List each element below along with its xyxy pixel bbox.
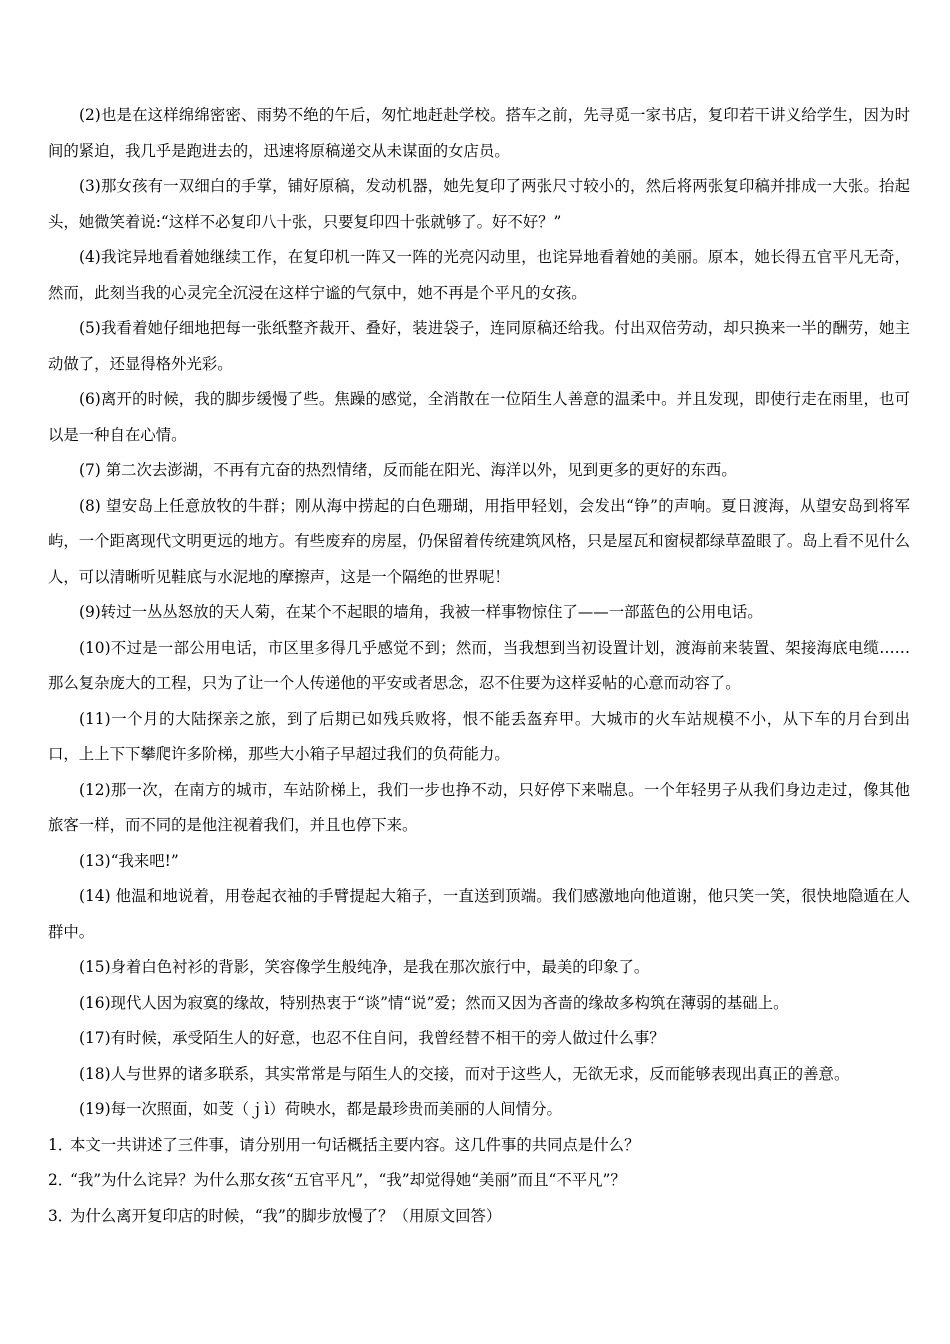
question-list (48, 1128, 910, 1235)
paragraph-17: (17)有时候，承受陌生人的好意，也忍不住自问，我曾经替不相干的旁人做过什么事？ (79, 1029, 665, 1047)
paragraph-13: (13)“我来吧!” (79, 851, 179, 870)
question-text: 本文一共讲述了三件事，请分别用一句话概括主要内容。这几件事的共同点是什么？ (70, 1135, 640, 1154)
paragraph-2: (2)也是在这样绵绵密密、雨势不绝的午后，匆忙地赶赴学校。搭车之前，先寻觅一家书店，复印若干讲义给学生，因为时间的紧迫，我几乎是跑进去的，迅速将原稿递交从未谋面的女店员。 (48, 106, 910, 160)
paragraph-18: (18)人与世界的诸多联系，其实常常是与陌生人的交接，而对于这些人，无欲无求，反而能够表现出真正的善意。 (79, 1064, 850, 1083)
paragraph-16: (16)现代人因为寂寞的缘故，特别热衷于“谈”情“说”爱；然而又因为吝啬的缘故多构筑在薄弱的基础上。 (79, 993, 789, 1012)
paragraph-7: (7) 第二次去澎湖，不再有亢奋的热烈情绪，反而能在阳光、海洋以外，见到更多的更好的东西。 (79, 461, 737, 479)
paragraph-12: (12)那一次，在南方的城市，车站阶梯上，我们一步也挣不动，只好停下来喘息。一个年轻男子从我们身边走过，像其他旅客一样，而不同的是他注视着我们，并且也停下来。 (48, 780, 910, 834)
paragraph-11: (11)一个月的大陆探亲之旅，到了后期已如残兵败将，恨不能丢盔弃甲。大城市的火车站规模不小，从下车的月台到出口，上上下下攀爬许多阶梯，那些大小箱子早超过我们的负荷能力。 (48, 709, 910, 763)
article-body (48, 98, 910, 1128)
document-page (48, 98, 910, 1234)
question-number: 1． (48, 1135, 74, 1154)
paragraph-5: (5)我看着她仔细地把每一张纸整齐裁开、叠好，装进袋子，连同原稿还给我。付出双倍劳动，却只换来一半的酬劳，她主动做了，还显得格外光彩。 (48, 319, 910, 373)
question-text: 为什么离开复印店的时候，“我”的脚步放慢了？（用原文回答） (70, 1206, 502, 1225)
question-number: 2． (48, 1171, 74, 1189)
question-3 (48, 1199, 910, 1235)
paragraph-6: (6)离开的时候，我的脚步缓慢了些。焦躁的感觉，全消散在一位陌生人善意的温柔中。并且发现，即使行走在雨里，也可以是一种自在心情。 (48, 390, 910, 444)
paragraph-3: (3)那女孩有一双细白的手掌，铺好原稿，发动机器，她先复印了两张尺寸较小的，然后将两张复印稿并排成一大张。抬起头，她微笑着说:“这样不必复印八十张，只要复印四十张就够了。好不好？” (48, 177, 910, 231)
paragraph-9: (9)转过一丛丛怒放的天人菊，在某个不起眼的墙角，我被一样事物惊住了——一部蓝色的公用电话。 (79, 603, 763, 621)
paragraph-14: (14) 他温和地说着，用卷起衣袖的手臂提起大箱子，一直送到顶端。我们感激地向他道谢，他只笑一笑，很快地隐遁在人群中。 (48, 887, 910, 941)
paragraph-8: (8) 望安岛上任意放牧的牛群；刚从海中捞起的白色珊瑚，用指甲轻划，会发出“铮”的声响。夏日渡海，从望安岛到将军屿，一个距离现代文明更远的地方。有些废弃的房屋，仍保留着传统建筑风格，只是屋瓦和窗棂都绿草盈眼了。岛上看不见什么人，可以清晰听见鞋底与水泥地的摩擦声，这是一个隔绝的世界呢！ (48, 496, 910, 586)
question-number: 3． (48, 1206, 74, 1225)
paragraph-15: (15)身着白色衬衫的背影，笑容像学生般纯净，是我在那次旅行中，最美的印象了。 (79, 958, 650, 976)
paragraph-10: (10)不过是一部公用电话，市区里多得几乎感觉不到；然而，当我想到当初设置计划，渡海前来装置、架接海底电缆……那么复杂庞大的工程，只为了让一个人传递他的平安或者思念，忍不住要为这样妥帖的心意而动容了。 (48, 638, 910, 692)
paragraph-4: (4)我诧异地看着她继续工作，在复印机一阵又一阵的光亮闪动里，也诧异地看着她的美丽。原本，她长得五官平凡无奇，然而，此刻当我的心灵完全沉浸在这样宁谧的气氛中，她不再是个平凡的女孩。 (48, 248, 910, 302)
question-1 (48, 1128, 910, 1164)
question-2 (48, 1163, 910, 1199)
question-text: “我”为什么诧异？为什么那女孩“五官平凡”，“我”却觉得她“美丽”而且“不平凡”？ (70, 1171, 626, 1189)
paragraph-19: (19)每一次照面，如芰（ｊì）荷映水，都是最珍贵而美丽的人间情分。 (79, 1100, 562, 1118)
